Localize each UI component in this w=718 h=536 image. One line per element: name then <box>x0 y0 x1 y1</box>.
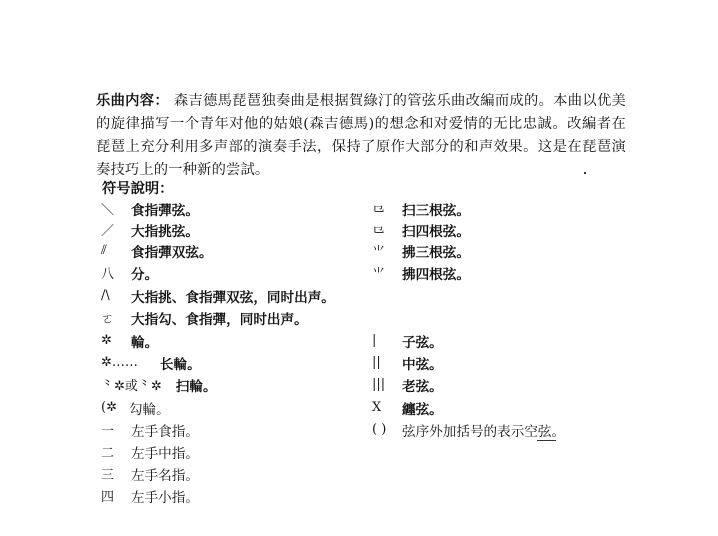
intro-paragraph <box>96 90 626 182</box>
legend-label: 弦序外加括号的表示空弦。 <box>402 423 566 440</box>
legend-item <box>101 397 170 418</box>
legend-item <box>372 397 443 418</box>
divider-dash <box>537 440 556 441</box>
legend-symbol: ⺀✲或⺀✲ <box>101 379 162 394</box>
legend-symbol: 八 <box>101 267 115 282</box>
legend-item <box>372 262 470 283</box>
legend-symbol: ✲…… <box>101 355 138 370</box>
legend-item <box>101 307 308 328</box>
legend-symbol: ||| <box>372 377 386 392</box>
legend-item <box>372 198 470 219</box>
legend-label: 扫輪。 <box>175 378 217 395</box>
legend-symbol: ⫽ <box>101 243 107 258</box>
legend-label: 纏弦。 <box>402 401 443 418</box>
legend-heading: 符号說明： <box>102 181 174 197</box>
legend-item <box>101 374 217 395</box>
legend-item <box>101 485 199 506</box>
legend-item <box>101 352 201 373</box>
legend-symbol: ⺌ <box>372 267 386 282</box>
legend-item <box>372 330 443 351</box>
legend-item <box>101 240 213 261</box>
legend-item <box>372 374 443 395</box>
legend-symbol: ⺋ <box>372 203 386 218</box>
legend-label: 大指挑弦。 <box>131 223 199 240</box>
legend-symbol: /\ <box>101 288 110 303</box>
intro-heading: 乐曲内容： <box>96 93 169 109</box>
legend-label: 輪。 <box>131 334 159 351</box>
legend-label: 大指勾、食指彈，同时出声。 <box>131 311 308 328</box>
legend-label: 分。 <box>131 266 159 283</box>
legend-label: 长輪。 <box>159 356 201 373</box>
legend-item <box>101 419 199 440</box>
legend-symbol: ( ) <box>372 422 387 437</box>
legend-label: 拂三根弦。 <box>402 244 470 261</box>
legend-label: 食指彈弦。 <box>131 202 199 219</box>
legend-symbol: ✲ <box>101 333 112 348</box>
legend-label: 拂四根弦。 <box>402 266 470 283</box>
legend-symbol: || <box>372 355 381 370</box>
legend-label: 左手中指。 <box>131 445 199 462</box>
legend-label: 扫三根弦。 <box>402 202 470 219</box>
legend-label: 大指挑、食指彈双弦，同时出声。 <box>131 289 335 306</box>
legend-item <box>101 262 158 283</box>
legend-label: 左手小指。 <box>131 489 199 506</box>
legend-label: 中弦。 <box>402 356 443 373</box>
legend-item <box>101 285 335 306</box>
legend-symbol: 四 <box>101 490 115 505</box>
legend-label: 食指彈双弦。 <box>131 244 213 261</box>
legend-symbol: ＼ <box>101 203 115 218</box>
legend-symbol: ⺌ <box>372 245 386 260</box>
legend-item <box>101 463 199 484</box>
legend-symbol: ⺋ <box>372 224 386 239</box>
legend-item <box>372 419 565 440</box>
legend-symbol: ／ <box>101 224 115 239</box>
legend-label: 子弦。 <box>402 334 443 351</box>
legend-symbol: (✲ <box>101 400 117 415</box>
legend-symbol: 二 <box>101 446 115 461</box>
legend-label: 扫四根弦。 <box>402 223 470 240</box>
stray-dot <box>584 172 586 174</box>
legend-symbol: 一 <box>101 424 115 439</box>
legend-symbol: | <box>372 333 377 348</box>
legend-label: 左手名指。 <box>131 467 199 484</box>
legend-item <box>101 441 199 462</box>
legend-item <box>372 219 470 240</box>
legend-label: 左手食指。 <box>131 423 199 440</box>
legend-item <box>372 240 470 261</box>
intro-text: 森吉德馬琵琶独奏曲是根据賀綠汀的管弦乐曲改編而成的。本曲以优美的旋律描写一个青年对他的姑娘(森吉德馬)的想念和对爱情的无比忠誠。改編者在琵琶上充分利用多声部的演奏手法，保持了原作大部分的和声效果。这是在琵琶演奏技巧上的一种新的尝試。 <box>96 93 626 178</box>
legend-symbol: X <box>372 400 382 415</box>
legend-label: 勾輪。 <box>128 401 170 418</box>
legend-item <box>372 352 443 373</box>
legend-symbol: ㄛ <box>101 312 115 327</box>
legend-symbol: 三 <box>101 468 115 483</box>
legend-item <box>101 198 199 219</box>
legend-item <box>101 219 199 240</box>
legend-item <box>101 330 158 351</box>
legend-label: 老弦。 <box>402 378 443 395</box>
